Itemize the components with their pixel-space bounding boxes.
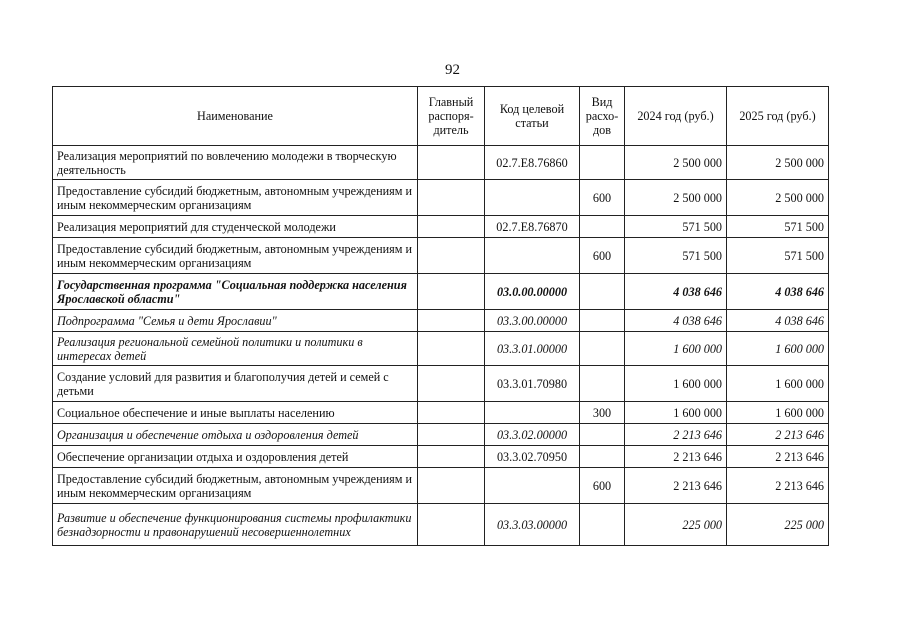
row-target-code-cell <box>485 402 580 424</box>
row-target-code-cell: 02.7.Е8.76870 <box>485 216 580 238</box>
row-general-manager-cell <box>418 366 485 402</box>
table-row <box>53 180 829 216</box>
row-year-2024-cell: 571 500 <box>625 238 727 274</box>
row-name-cell: Развитие и обеспечение функционирования системы профилактики безнадзорности и правонарушений несовершеннолетних <box>53 504 418 546</box>
page-number: 92 <box>445 62 460 78</box>
header-general-manager: Главный распоря-дитель <box>418 87 485 146</box>
row-general-manager-cell <box>418 238 485 274</box>
row-year-2024-cell: 2 213 646 <box>625 468 727 504</box>
row-target-code-cell: 03.3.03.00000 <box>485 504 580 546</box>
table-row <box>53 402 829 424</box>
row-general-manager-cell <box>418 180 485 216</box>
row-expense-type-cell <box>580 332 625 366</box>
row-expense-type-cell <box>580 446 625 468</box>
row-general-manager-cell <box>418 216 485 238</box>
table-row <box>53 238 829 274</box>
row-year-2025-cell: 1 600 000 <box>727 332 829 366</box>
row-name-cell: Обеспечение организации отдыха и оздоровления детей <box>53 446 418 468</box>
header-year-2025: 2025 год (руб.) <box>727 87 829 146</box>
row-year-2024-cell: 1 600 000 <box>625 366 727 402</box>
row-year-2025-cell: 2 213 646 <box>727 446 829 468</box>
row-general-manager-cell <box>418 446 485 468</box>
table-row <box>53 366 829 402</box>
row-year-2024-cell: 571 500 <box>625 216 727 238</box>
row-year-2025-cell: 2 213 646 <box>727 468 829 504</box>
row-year-2024-cell: 2 500 000 <box>625 180 727 216</box>
table-row <box>53 332 829 366</box>
row-general-manager-cell <box>418 146 485 180</box>
row-general-manager-cell <box>418 274 485 310</box>
table-row <box>53 310 829 332</box>
row-name-cell: Предоставление субсидий бюджетным, автономным учреждениям и иным некоммерческим организациям <box>53 180 418 216</box>
row-general-manager-cell <box>418 310 485 332</box>
row-year-2025-cell: 2 213 646 <box>727 424 829 446</box>
row-name-cell: Предоставление субсидий бюджетным, автономным учреждениям и иным некоммерческим организациям <box>53 468 418 504</box>
row-year-2025-cell: 225 000 <box>727 504 829 546</box>
table-row <box>53 468 829 504</box>
row-expense-type-cell: 600 <box>580 180 625 216</box>
row-year-2025-cell: 2 500 000 <box>727 146 829 180</box>
row-year-2025-cell: 4 038 646 <box>727 310 829 332</box>
row-year-2025-cell: 1 600 000 <box>727 402 829 424</box>
table-row <box>53 216 829 238</box>
table-row <box>53 274 829 310</box>
row-target-code-cell: 03.3.02.70950 <box>485 446 580 468</box>
header-target-code: Код целевой статьи <box>485 87 580 146</box>
table-row <box>53 504 829 546</box>
row-name-cell: Реализация региональной семейной политики и политики в интересах детей <box>53 332 418 366</box>
row-year-2024-cell: 4 038 646 <box>625 310 727 332</box>
row-target-code-cell <box>485 238 580 274</box>
row-target-code-cell <box>485 468 580 504</box>
table-row <box>53 424 829 446</box>
row-general-manager-cell <box>418 468 485 504</box>
table-header-row <box>53 87 829 146</box>
row-general-manager-cell <box>418 332 485 366</box>
row-expense-type-cell <box>580 366 625 402</box>
row-target-code-cell: 03.0.00.00000 <box>485 274 580 310</box>
row-general-manager-cell <box>418 424 485 446</box>
budget-table <box>52 86 829 546</box>
row-name-cell: Реализация мероприятий для студенческой молодежи <box>53 216 418 238</box>
row-general-manager-cell <box>418 402 485 424</box>
row-target-code-cell: 03.3.01.00000 <box>485 332 580 366</box>
row-year-2025-cell: 1 600 000 <box>727 366 829 402</box>
row-year-2025-cell: 4 038 646 <box>727 274 829 310</box>
row-year-2025-cell: 571 500 <box>727 238 829 274</box>
row-expense-type-cell: 600 <box>580 468 625 504</box>
row-target-code-cell: 02.7.Е8.76860 <box>485 146 580 180</box>
row-expense-type-cell <box>580 274 625 310</box>
row-year-2024-cell: 4 038 646 <box>625 274 727 310</box>
row-expense-type-cell <box>580 216 625 238</box>
row-year-2025-cell: 571 500 <box>727 216 829 238</box>
row-name-cell: Организация и обеспечение отдыха и оздоровления детей <box>53 424 418 446</box>
row-expense-type-cell: 300 <box>580 402 625 424</box>
row-expense-type-cell <box>580 424 625 446</box>
table-row <box>53 446 829 468</box>
table-body <box>53 146 829 546</box>
row-target-code-cell: 03.3.01.70980 <box>485 366 580 402</box>
row-year-2024-cell: 1 600 000 <box>625 332 727 366</box>
row-name-cell: Создание условий для развития и благополучия детей и семей с детьми <box>53 366 418 402</box>
row-target-code-cell: 03.3.02.00000 <box>485 424 580 446</box>
header-year-2024: 2024 год (руб.) <box>625 87 727 146</box>
row-name-cell: Подпрограмма "Семья и дети Ярославии" <box>53 310 418 332</box>
row-year-2024-cell: 1 600 000 <box>625 402 727 424</box>
row-general-manager-cell <box>418 504 485 546</box>
table-row <box>53 146 829 180</box>
header-expense-type: Вид расхо-дов <box>580 87 625 146</box>
row-name-cell: Предоставление субсидий бюджетным, автономным учреждениям и иным некоммерческим организациям <box>53 238 418 274</box>
row-name-cell: Социальное обеспечение и иные выплаты населению <box>53 402 418 424</box>
row-expense-type-cell: 600 <box>580 238 625 274</box>
row-year-2024-cell: 2 213 646 <box>625 424 727 446</box>
row-year-2024-cell: 2 213 646 <box>625 446 727 468</box>
row-expense-type-cell <box>580 310 625 332</box>
row-expense-type-cell <box>580 504 625 546</box>
row-year-2024-cell: 2 500 000 <box>625 146 727 180</box>
row-year-2024-cell: 225 000 <box>625 504 727 546</box>
row-expense-type-cell <box>580 146 625 180</box>
header-name: Наименование <box>53 87 418 146</box>
row-name-cell: Государственная программа "Социальная поддержка населения Ярославской области" <box>53 274 418 310</box>
row-target-code-cell <box>485 180 580 216</box>
row-name-cell: Реализация мероприятий по вовлечению молодежи в творческую деятельность <box>53 146 418 180</box>
row-year-2025-cell: 2 500 000 <box>727 180 829 216</box>
row-target-code-cell: 03.3.00.00000 <box>485 310 580 332</box>
